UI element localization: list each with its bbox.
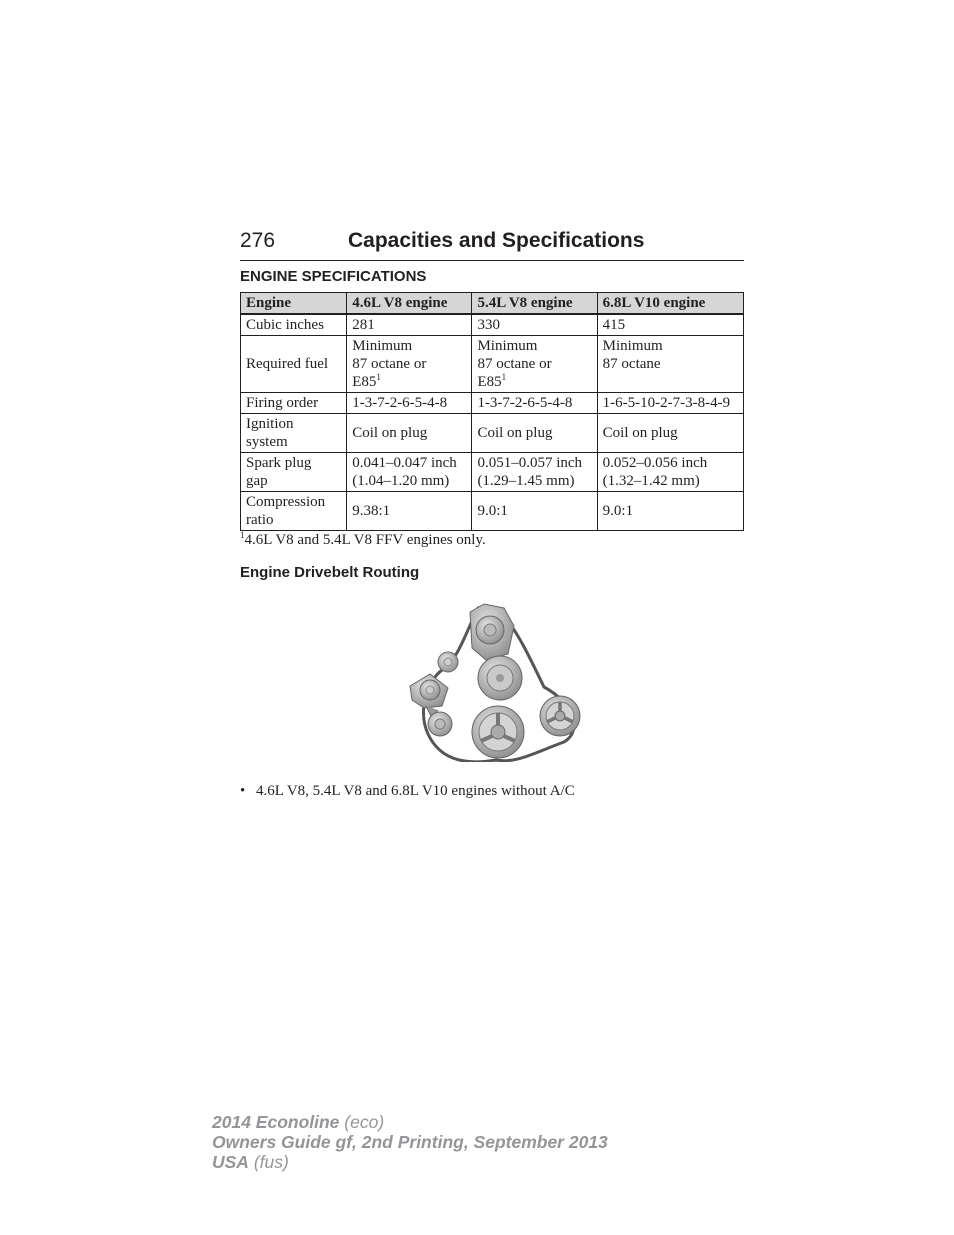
- footer-guide-line: Owners Guide gf, 2nd Printing, September 2013: [212, 1132, 608, 1152]
- footnote-mark: 1: [376, 372, 381, 382]
- page-footer: [212, 1112, 608, 1172]
- table-cell: 330: [472, 314, 597, 336]
- row-label: Compression ratio: [241, 492, 347, 531]
- table-cell: 1-3-7-2-6-5-4-8: [472, 393, 597, 414]
- page-number: 276: [240, 229, 276, 252]
- fuel-line: Minimum: [352, 338, 413, 354]
- row-label: Spark plug gap: [241, 453, 347, 492]
- footer-market-line: USA (fus): [212, 1152, 289, 1172]
- table-cell: 1-3-7-2-6-5-4-8: [347, 393, 472, 414]
- table-cell: Coil on plug: [472, 414, 597, 453]
- crankshaft-pulley: [472, 706, 524, 758]
- bullet-marker: •: [240, 783, 246, 799]
- table-row-spark-plug-gap: [241, 453, 744, 492]
- page-header: [240, 228, 744, 261]
- table-row-ignition-system: [241, 414, 744, 453]
- row-label: Firing order: [241, 393, 347, 414]
- fuel-line: 87 octane or: [352, 356, 427, 372]
- engine-spec-table: [240, 292, 744, 531]
- power-steering-pulley: [428, 712, 452, 736]
- table-cell: 281: [347, 314, 472, 336]
- table-header-cell: Engine: [241, 293, 347, 315]
- table-cell: [597, 336, 743, 393]
- water-pump-pulley: [478, 656, 522, 700]
- table-footnote: $^1$4.6L V8 and 5.4L V8 FFV engines only.: [240, 530, 486, 548]
- table-cell: 9.0:1: [597, 492, 743, 531]
- footer-model-line: 2014 Econoline (eco): [212, 1112, 385, 1132]
- table-row-compression-ratio: [241, 492, 744, 531]
- fuel-line: 87 octane: [602, 356, 661, 372]
- table-cell: Coil on plug: [597, 414, 743, 453]
- fuel-line: Minimum: [477, 338, 538, 354]
- table-header-cell: 4.6L V8 engine: [347, 293, 472, 315]
- tensioner-pulley: [410, 674, 448, 718]
- table-cell: 9.0:1: [472, 492, 597, 531]
- idler-pulley: [438, 652, 458, 672]
- table-row-cubic-inches: [241, 314, 744, 336]
- fuel-line: 87 octane or: [477, 356, 552, 372]
- table-cell: 0.041–0.047 inch (1.04–1.20 mm): [347, 453, 472, 492]
- ac-idler-pulley: [540, 696, 580, 736]
- table-header-cell: 5.4L V8 engine: [472, 293, 597, 315]
- table-cell: 415: [597, 314, 743, 336]
- page-title: Capacities and Specifications: [348, 229, 645, 252]
- table-header-cell: 6.8L V10 engine: [597, 293, 743, 315]
- section-title: ENGINE SPECIFICATIONS: [240, 268, 427, 285]
- list-item: • 4.6L V8, 5.4L V8 and 6.8L V10 engines without A/C: [240, 783, 575, 799]
- table-cell: [472, 336, 597, 393]
- table-row-required-fuel: [241, 336, 744, 393]
- footnote-mark: 1: [501, 372, 507, 382]
- table-cell: 0.052–0.056 inch (1.32–1.42 mm): [597, 453, 743, 492]
- table-cell: 9.38:1: [347, 492, 472, 531]
- row-label: Required fuel: [241, 336, 347, 393]
- row-label: Cubic inches: [241, 314, 347, 336]
- fuel-line: $E85^1$: [477, 372, 507, 390]
- alternator-pulley: [470, 604, 514, 660]
- subsection-title: Engine Drivebelt Routing: [240, 564, 420, 581]
- table-cell: 1-6-5-10-2-7-3-8-4-9: [597, 393, 743, 414]
- drivebelt-routing-diagram: [404, 602, 586, 762]
- fuel-line: Minimum: [602, 338, 663, 354]
- table-cell: 0.051–0.057 inch (1.29–1.45 mm): [472, 453, 597, 492]
- table-cell: Coil on plug: [347, 414, 472, 453]
- fuel-line: $E85^1$: [352, 372, 381, 390]
- footnote-mark: 1: [240, 530, 245, 540]
- row-label: Ignition system: [241, 414, 347, 453]
- table-row-firing-order: [241, 393, 744, 414]
- table-cell: [347, 336, 472, 393]
- table-header-row: [241, 293, 744, 315]
